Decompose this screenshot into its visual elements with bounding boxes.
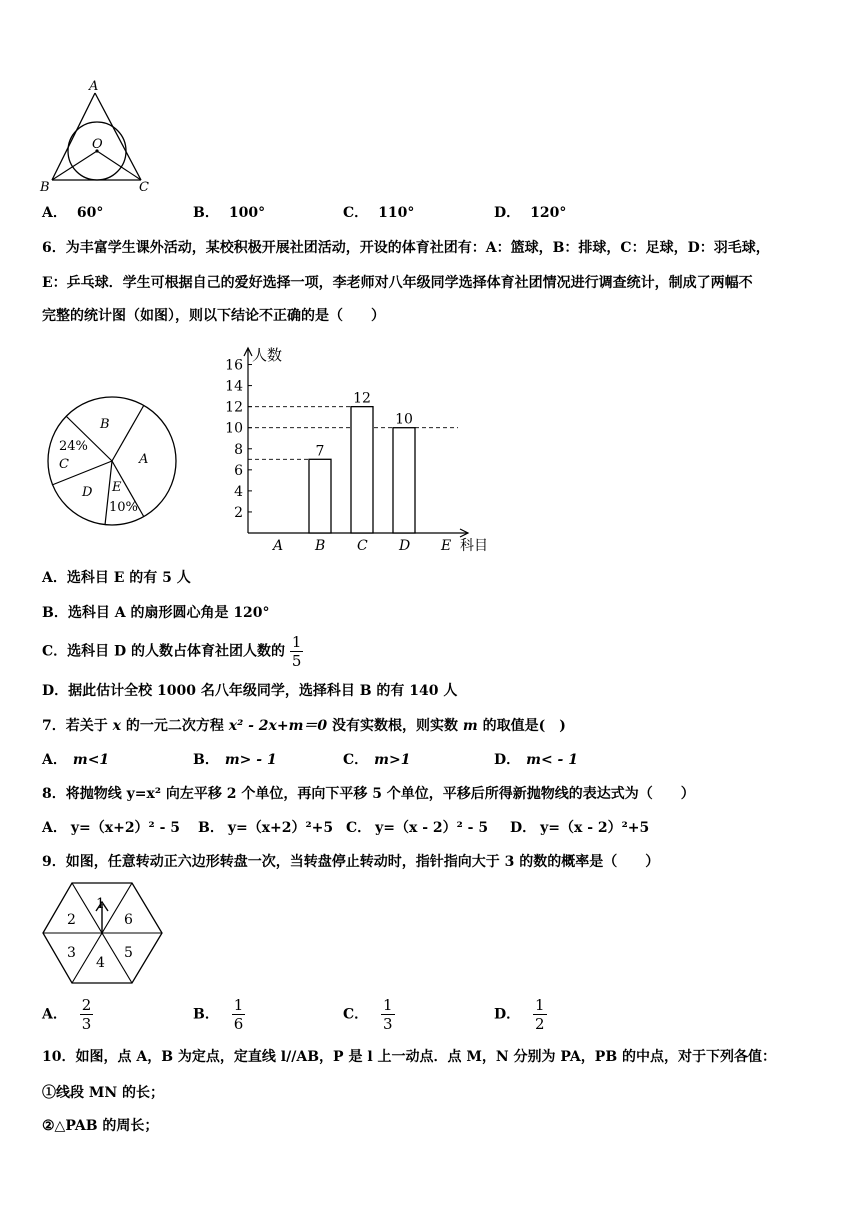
pie-label-e: E — [112, 480, 122, 495]
q6-bar-chart — [210, 340, 500, 558]
q6-option-c-fraction: $\frac{1}{5}$ — [291, 633, 302, 670]
q6-option-c: C．选科目 D 的人数占体育社团人数的 $\frac{1}{5}$ — [42, 633, 302, 670]
x-tick-label: C — [357, 538, 368, 554]
q8-stem: 8．将抛物线 y=x² 向左平移 2 个单位，再向下平移 5 个单位，平移后所得新抛物线的表达式为（ ） — [42, 786, 695, 802]
q7-option-a: A． m<1 — [42, 752, 110, 768]
pie-label-d: D — [82, 485, 93, 500]
q6-option-a: A．选科目 E 的有 5 人 — [42, 570, 191, 586]
q10-item-2: ②△PAB 的周长； — [42, 1118, 159, 1134]
label-c: C — [139, 180, 149, 195]
y-tick-label: 16 — [225, 357, 243, 374]
pie-label-e-percent: 10% — [109, 500, 138, 515]
x-tick-label: D — [399, 538, 411, 554]
bar — [393, 428, 415, 533]
label-o: O — [92, 137, 103, 152]
y-tick-label: 10 — [225, 420, 243, 437]
q10-item-1: ①线段 MN 的长； — [42, 1085, 165, 1101]
bar — [309, 459, 331, 533]
pie-label-c: C — [59, 457, 69, 472]
q5-option-d: D． 120° — [494, 205, 567, 221]
y-axis-label: 人数 — [252, 346, 283, 364]
q10-stem: 10．如图，点 A，B 为定点，定直线 l//AB，P 是 l 上一动点．点 M，N 分别为 PA，PB 的中点，对于下列各值： — [42, 1049, 777, 1065]
q5-triangle-figure — [38, 78, 158, 196]
hex-number-3: 3 — [67, 945, 76, 961]
x-tick-label: A — [273, 538, 284, 554]
q9-option-a: A． $\frac{2}{3}$ — [42, 996, 92, 1033]
q7-stem: 7．若关于 x 的一元二次方程 x² - 2x+m＝0 没有实数根，则实数 m 的取值是( ) — [42, 718, 566, 734]
hex-number-4: 4 — [96, 955, 105, 971]
q8-option-d: D． y=（x - 2）²+5 — [510, 820, 650, 836]
q6-stem-line-1: 6．为丰富学生课外活动，某校积极开展社团活动，开设的体育社团有：A：篮球，B：排球，C：足球，D：羽毛球， — [42, 240, 770, 256]
pie-label-c-percent: 24% — [59, 439, 88, 454]
q9-option-d: D． $\frac{1}{2}$ — [494, 996, 545, 1033]
bar — [351, 407, 373, 533]
q8-option-b: B． y=（x+2）²+5 — [198, 820, 334, 836]
hex-number-1: 1 — [96, 896, 105, 912]
hex-number-5: 5 — [124, 945, 133, 961]
y-tick-label: 2 — [234, 504, 243, 521]
q7-option-d: D． m< - 1 — [494, 752, 578, 768]
segment-oc — [97, 151, 141, 180]
q7-option-c: C． m>1 — [343, 752, 411, 768]
q5-option-a: A． 60° — [42, 205, 104, 221]
x-tick-label: B — [315, 538, 326, 554]
y-tick-label: 6 — [234, 462, 243, 479]
q9-option-c: C． $\frac{1}{3}$ — [343, 996, 393, 1033]
pie-label-a: A — [139, 452, 149, 467]
q6-stem-line-2: E：乒乓球．学生可根据自己的爱好选择一项，李老师对八年级同学选择体育社团情况进行调查统计，制成了两幅不 — [42, 275, 753, 291]
y-tick-label: 8 — [234, 441, 243, 458]
q9-stem: 9．如图，任意转动正六边形转盘一次，当转盘停止转动时，指针指向大于 3 的数的概率是（ ） — [42, 854, 660, 870]
q8-option-a: A． y=（x+2）² - 5 — [42, 820, 180, 836]
q6-stem-line-3: 完整的统计图（如图），则以下结论不正确的是（ ） — [42, 308, 385, 324]
x-tick-label: E — [441, 538, 452, 554]
y-tick-label: 12 — [225, 399, 243, 416]
x-axis-label: 科目 — [460, 538, 488, 554]
y-tick-label: 4 — [234, 483, 243, 500]
q6-pie-chart — [44, 390, 184, 528]
q5-option-b: B． 100° — [193, 205, 266, 221]
label-a: A — [89, 79, 99, 94]
q7-option-b: B． m> - 1 — [193, 752, 277, 768]
y-tick-label: 14 — [225, 378, 243, 395]
hex-number-2: 2 — [67, 912, 76, 928]
q9-option-b: B． $\frac{1}{6}$ — [193, 996, 244, 1033]
data-label: 7 — [315, 443, 325, 460]
q8-option-c: C． y=（x - 2）² - 5 — [346, 820, 489, 836]
hex-number-6: 6 — [124, 912, 133, 928]
pie-label-b: B — [100, 417, 110, 432]
label-b: B — [40, 180, 50, 195]
q5-option-c: C． 110° — [343, 205, 415, 221]
q6-option-d: D．据此估计全校 1000 名八年级同学，选择科目 B 的有 140 人 — [42, 683, 458, 699]
pie-divider-de — [105, 461, 112, 525]
data-label: 12 — [353, 390, 371, 407]
q9-hexagon-spinner — [40, 880, 166, 988]
data-label: 10 — [395, 411, 413, 428]
q6-option-b: B．选科目 A 的扇形圆心角是 120° — [42, 605, 270, 621]
